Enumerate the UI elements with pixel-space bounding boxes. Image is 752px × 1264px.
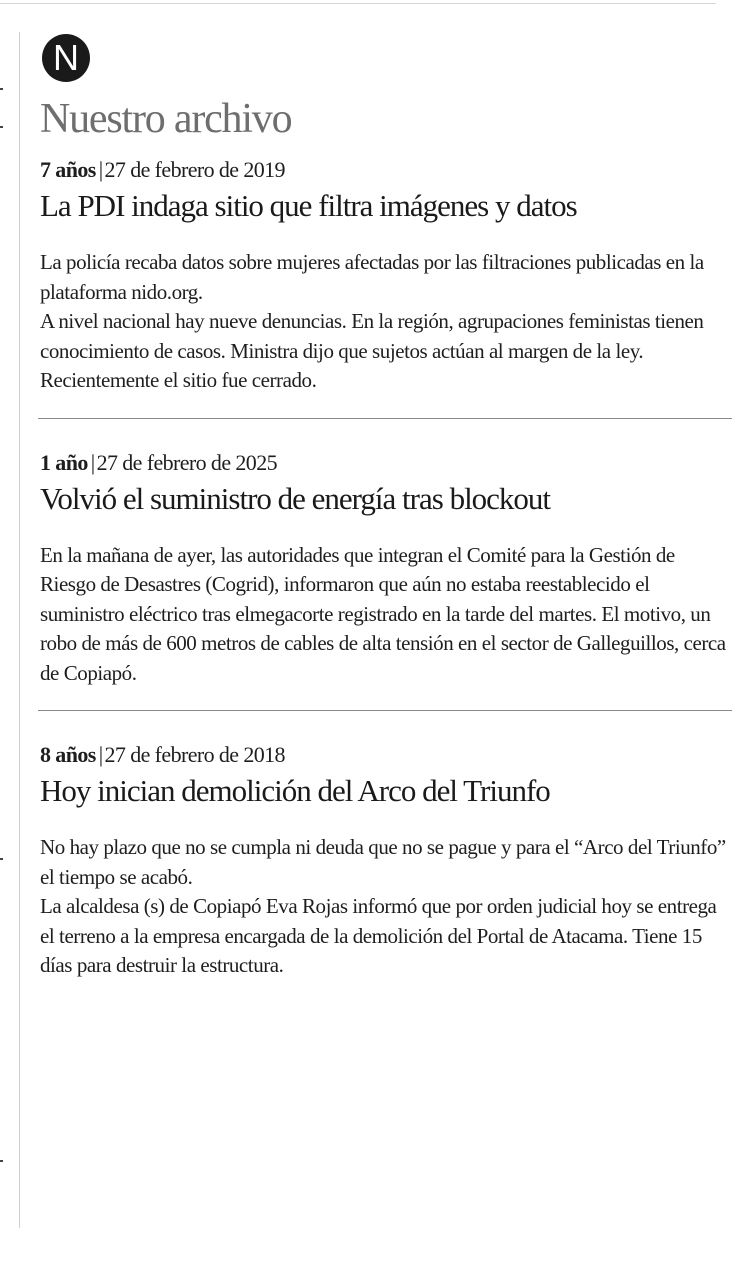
entry-paragraph: No hay plazo que no se cumpla ni deuda que no se pague y para el “Arco del Triunfo” el tiempo se acabó. — [40, 835, 726, 889]
entry-body — [40, 541, 730, 689]
archive-entry — [40, 156, 730, 396]
entry-body — [40, 248, 730, 396]
entry-paragraph: A nivel nacional hay nueve denuncias. En la región, agrupaciones feministas tienen conocimiento de casos. Ministra dijo que sujetos actúan al margen de la ley. Recientemente el sitio fue cerrado. — [40, 309, 704, 392]
entry-separator: | — [98, 742, 103, 767]
entry-date: 27 de febrero de 2018 — [104, 742, 285, 767]
edge-mark — [0, 858, 3, 860]
archive-entry — [40, 741, 730, 981]
top-rule — [0, 3, 716, 4]
entry-meta — [40, 741, 730, 769]
entry-meta — [40, 156, 730, 184]
entry-paragraph: La policía recaba datos sobre mujeres afectadas por las filtraciones publicadas en la plataforma nido.org. — [40, 250, 704, 304]
edge-mark — [0, 1160, 3, 1162]
entry-body — [40, 833, 730, 981]
section-title: Nuestro archivo — [40, 96, 292, 142]
archive-section — [40, 34, 730, 981]
entry-years: 1 año — [40, 449, 88, 475]
entry-separator: | — [90, 449, 95, 475]
entry-meta — [40, 449, 730, 477]
entry-date: 27 de febrero de 2019 — [104, 157, 285, 182]
left-column-rule — [19, 32, 20, 1228]
entry-paragraph: La alcaldesa (s) de Copiapó Eva Rojas informó que por orden judicial hoy se entrega el terreno a la empresa encargada de la demolición del Portal de Atacama. Tiene 15 días para destruir la estructura. — [40, 894, 717, 977]
entry-separator: | — [98, 157, 103, 182]
entry-date: 27 de febrero de 2025 — [96, 449, 277, 475]
entry-divider — [38, 418, 732, 419]
archive-entry — [40, 449, 730, 689]
edge-mark — [0, 88, 3, 90]
entry-headline: Hoy inician demolición del Arco del Triunfo — [40, 773, 550, 808]
entry-divider — [38, 710, 732, 711]
entry-headline: La PDI indaga sitio que filtra imágenes y datos — [40, 188, 577, 223]
entry-paragraph: En la mañana de ayer, las autoridades que integran el Comité para la Gestión de Riesgo de Desastres (Cogrid), informaron que aún no estaba reestablecido el suministro eléctrico tras elmegacorte registrado en la tarde del martes. El motivo, un robo de más de 600 metros de cables de alta tensión en el sector de Galleguillos, cerca de Copiapó. — [40, 542, 726, 685]
entry-years: 7 años — [40, 157, 96, 182]
entry-headline: Volvió el suministro de energía tras blockout — [40, 480, 551, 516]
section-badge: N — [42, 34, 90, 82]
entry-years: 8 años — [40, 742, 96, 767]
edge-mark — [0, 126, 3, 128]
